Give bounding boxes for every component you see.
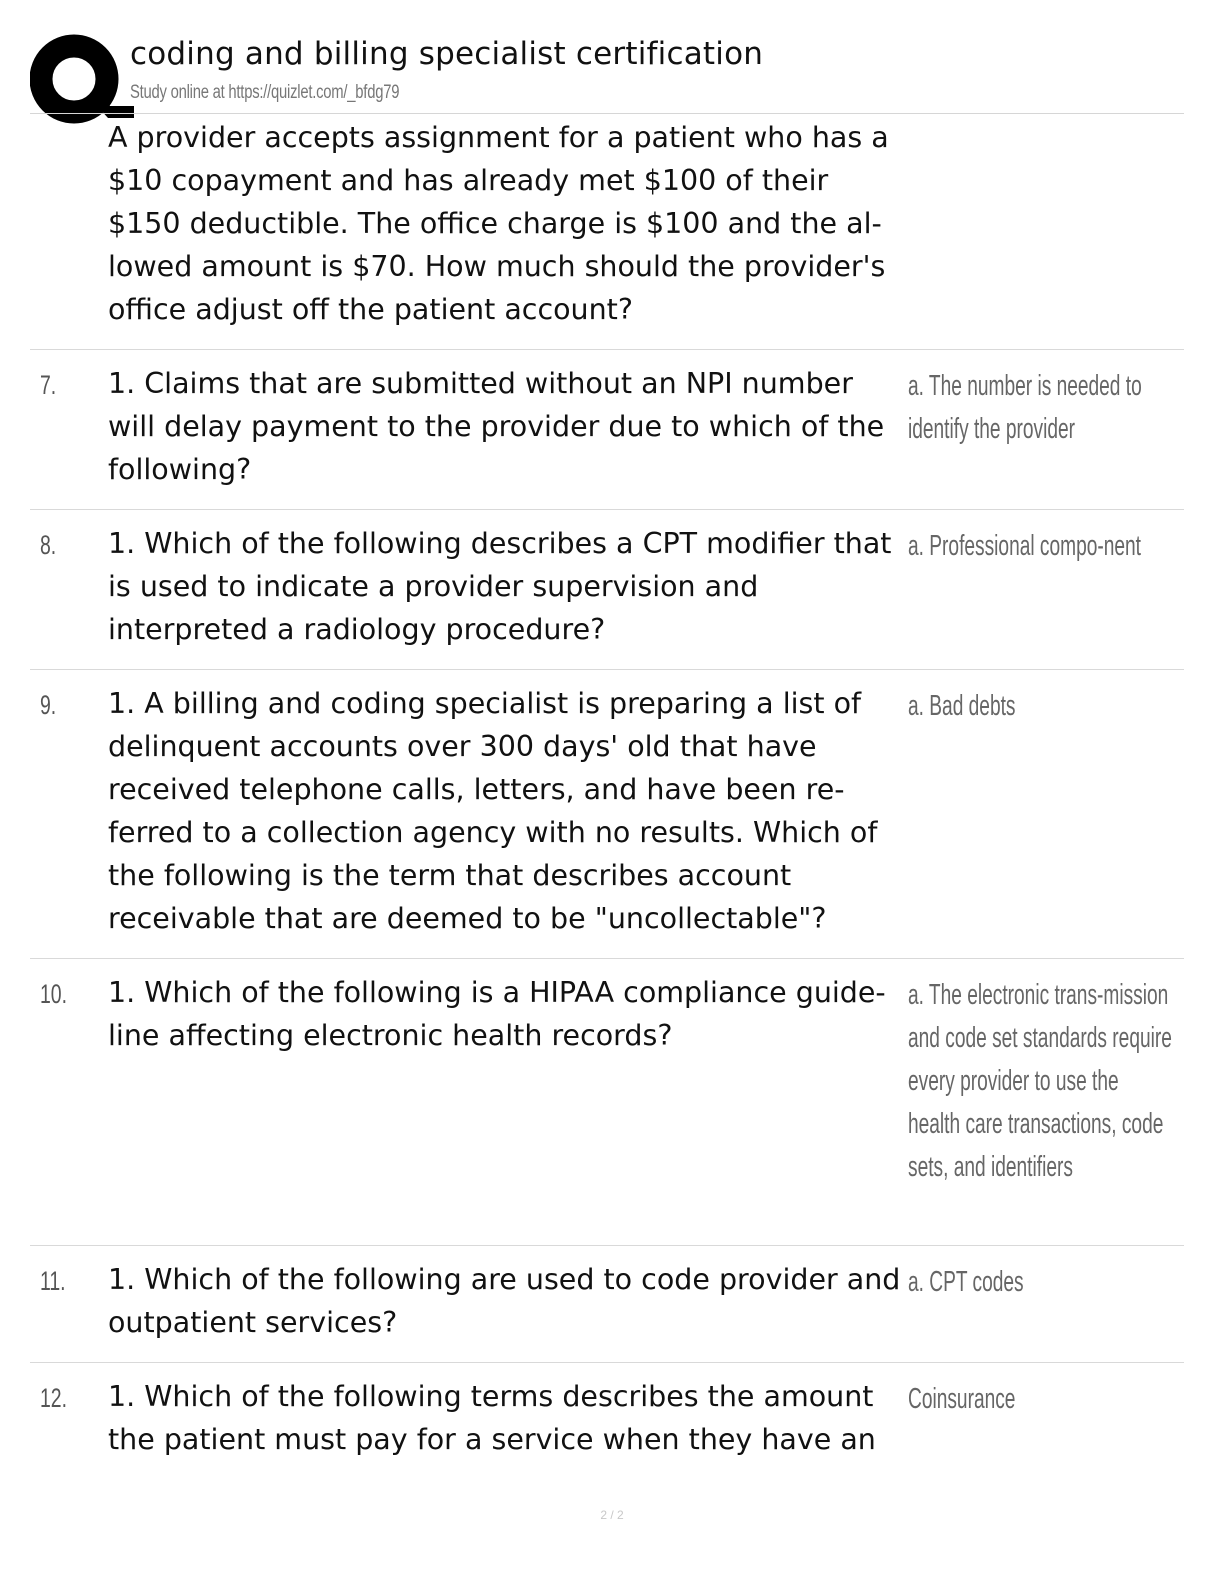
card-definition: a. CPT codes bbox=[908, 1266, 1024, 1298]
card-term: 1. Which of the following terms describes the amount the patient must pay for a service when they have an bbox=[108, 1380, 876, 1456]
card-term: 1. Which of the following is a HIPAA compliance guide-line affecting electronic health records? bbox=[108, 976, 886, 1052]
flashcard-row bbox=[30, 959, 1184, 1246]
card-term: A provider accepts assignment for a patient who has a $10 copayment and has already met $100 of their $150 deductible. The office charge is $100 and the al-lowed amount is $70. How much should the provider's office adjust off the patient account? bbox=[108, 121, 889, 326]
card-number: 7. bbox=[40, 370, 57, 400]
card-definition: Coinsurance bbox=[908, 1383, 1016, 1415]
card-definition: a. Bad debts bbox=[908, 690, 1016, 722]
card-term: 1. Claims that are submitted without an NPI number will delay payment to the provider due to which of the following? bbox=[108, 367, 885, 486]
flashcard-row bbox=[30, 114, 1184, 350]
page-number: 2 / 2 bbox=[600, 1508, 624, 1522]
card-term: 1. A billing and coding specialist is preparing a list of delinquent accounts over 300 days' old that have received telephone calls, letters, and have been re-ferred to a collection agency with no results. Which of the following is the term that describes account receivable that are deemed to be "uncollectable"? bbox=[108, 687, 878, 935]
card-number: 11. bbox=[40, 1266, 66, 1296]
card-definition: a. The number is needed to identify the provider bbox=[908, 370, 1142, 445]
study-online-link[interactable]: Study online at https://quizlet.com/_bfdg79 bbox=[130, 82, 400, 103]
flashcard-row bbox=[30, 1363, 1184, 1479]
flashcard-row bbox=[30, 350, 1184, 510]
card-term: 1. Which of the following describes a CPT modifier that is used to indicate a provider supervision and interpreted a radiology procedure? bbox=[108, 527, 892, 646]
card-definition: a. Professional compo-nent bbox=[908, 530, 1142, 562]
flashcard-row bbox=[30, 670, 1184, 959]
document-header bbox=[28, 26, 1188, 116]
document-title: coding and billing specialist certification bbox=[130, 36, 764, 72]
card-number: 8. bbox=[40, 530, 57, 560]
card-number: 9. bbox=[40, 690, 57, 720]
card-term: 1. Which of the following are used to code provider and outpatient services? bbox=[108, 1263, 901, 1339]
flashcard-list bbox=[30, 114, 1184, 1479]
card-number: 10. bbox=[40, 979, 68, 1009]
flashcard-row bbox=[30, 510, 1184, 670]
flashcard-row bbox=[30, 1246, 1184, 1363]
card-definition: a. The electronic trans-mission and code set standards require every provider to use the health care transactions, code sets, and identifiers bbox=[908, 979, 1172, 1183]
card-number: 12. bbox=[40, 1383, 68, 1413]
